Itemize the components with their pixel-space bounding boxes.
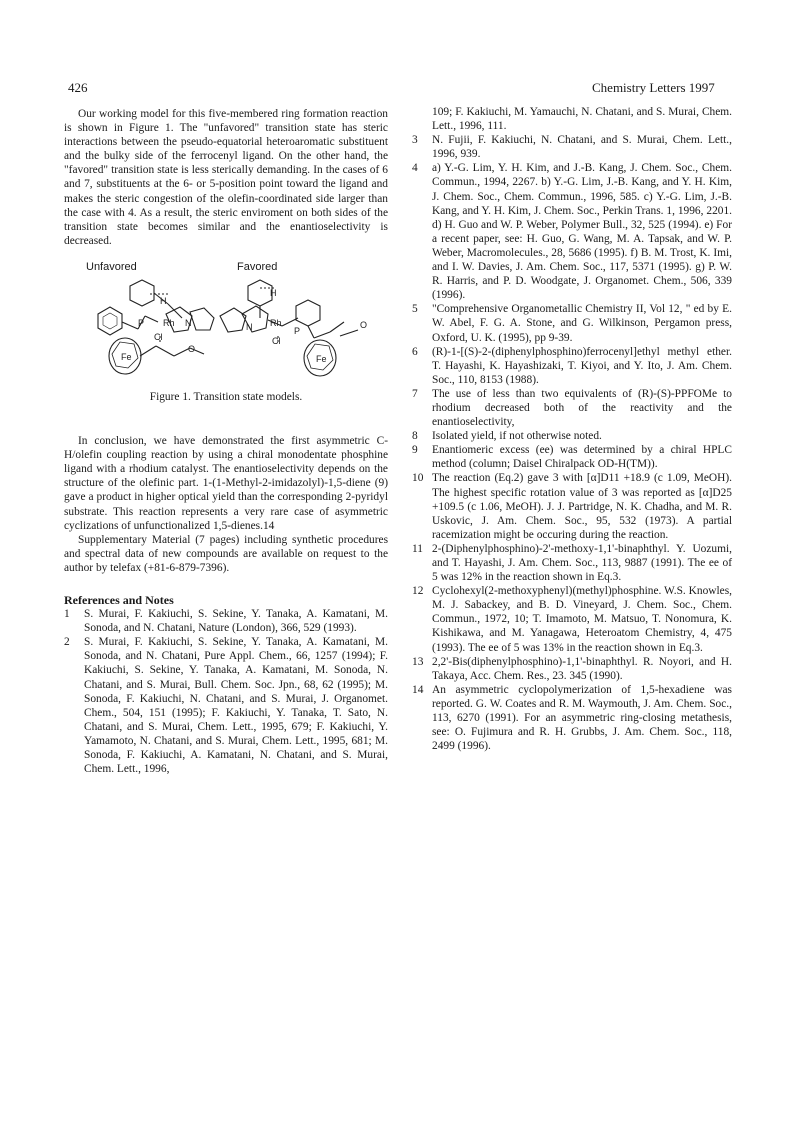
transition-state-drawing [70,274,380,384]
left-column [64,107,388,776]
reference-number: 8 [412,430,418,443]
reference-number: 9 [412,444,418,457]
figure-1 [64,260,388,388]
svg-text:Cl: Cl [154,331,163,342]
reference-text: S. Murai, F. Kakiuchi, S. Sekine, Y. Tanaka, A. Kamatani, M. Sonoda, and N. Chatani, Nature (London), 366, 529 (1993). [84,608,388,635]
reference-text: The reaction (Eq.2) gave 3 with [α]D11 +18.9 (c 1.09, MeOH). The highest specific rotation value of 3 was reported as [α]D25 +109.5 (c 1.06, MeOH). J. J. Partridge, N. K. Chadha, and M. R. Uskovic, J. Am. Chem. Soc., 95, 532 (1973). A partial racemization might be occuring during the reaction. [432,472,732,541]
references-heading: References and Notes [64,592,174,607]
svg-text:N: N [185,317,192,328]
reference-item [412,161,732,302]
reference-item [412,471,732,541]
svg-text:O: O [360,319,368,330]
reference-number: 13 [412,655,424,668]
reference-text: N. Fujii, F. Kakiuchi, N. Chatani, and S. Murai, Chem. Lett., 1996, 939. [432,134,732,161]
page-number: 426 [68,80,88,95]
reference-text: 2,2'-Bis(diphenylphosphino)-1,1'-binaphthyl. R. Noyori, and H. Takaya, Acc. Chem. Res., 23. 345 (1990). [432,655,732,682]
reference-number: 6 [412,345,418,358]
reference-number: 10 [412,472,424,485]
journal-title: Chemistry Letters 1997 [592,80,715,95]
reference-continuation: 109; F. Kakiuchi, M. Yamauchi, N. Chatani, and S. Murai, Chem. Lett., 1996, 111. [432,106,732,133]
reference-number: 12 [412,585,424,598]
reference-text: (R)-1-[(S)-2-(diphenylphosphino)ferrocenyl]ethyl methyl ether. T. Hayashi, K. Hayashizaki, T. Kiyoi, and Y. Ito, J. Am. Chem. Soc., 110, 8153 (1988). [432,345,732,386]
paragraph-working-model: Our working model for this five-membered ring formation reaction is shown in Figure 1. The "unfavored" transition state has steric interactions between the pseudo-equatorial heteroaromatic substituent and the bulky side of the ferrocenyl ligand. On the other hand, the "favored" transition state is less sterically demanding. In the cases of 6 and 7, substituents at the 6- or 5-position point toward the ligand and makes the steric congestion of the olefin-coordinated side larger than the case with 4. As a result, the steric enviroment on both sides of the transition state becomes similar and the enantioselectivity is decreased. [64,108,388,247]
paragraph-conclusion: In conclusion, we have demonstrated the first asymmetric C-H/olefin coupling reaction by using a chiral monodentate phosphine ligand with a rhodium catalyst. The enantioselectivity depends on the structure of the olefinic part. 1-(1-Methyl-2-imidazolyl)-1,5-diene (9) gave a product in higher optical yield than the corresponding 2-pyridyl substrate. This reaction represents a very rare case of asymmetric cyclizations of unfunctionalized 1,5-dienes.14 [64,435,388,532]
reference-number: 7 [412,387,418,400]
reference-item [64,607,388,635]
svg-text:H: H [160,295,167,306]
svg-text:Fe: Fe [316,353,327,364]
reference-number: 4 [412,162,418,175]
reference-number: 1 [64,608,70,621]
reference-item [412,655,732,683]
svg-text:H: H [270,287,277,298]
reference-text: An asymmetric cyclopolymerization of 1,5-hexadiene was reported. G. W. Coates and R. M. Waymouth, J. Am. Chem. Soc., 113, 6270 (1991). For an asymmetric ring-closing metathesis, see: O. Fujimura and R. H. Grubbs, J. Am. Chem. Soc., 118, 2499 (1996). [432,683,732,753]
reference-text: Enantiomeric excess (ee) was determined by a chiral HPLC method (column; Daisel Chiralpack OD-H(TM)). [432,444,732,471]
reference-text: The use of less than two equivalents of (R)-(S)-PPFOMe to rhodium decreased both of the reactivity and the enantioselectivity, [432,387,732,429]
reference-text: Cyclohexyl(2-methoxyphenyl)(methyl)phosphine. W.S. Knowles, M. J. Sabackey, and B. D. Vineyard, J. Chem. Soc., Chem. Commun., 1972, 10; T. Imamoto, M. Matsuo, T. Nonomura, K. Kishikawa, and M. Yanagawa, Heteroatom Chemistry, 4, 475 (1993). The ee of 5 was 13% in the reaction shown in Eq.3. [432,585,732,654]
reference-item [412,302,732,344]
reference-item [412,443,732,471]
reference-item [412,345,732,387]
reference-item [412,133,732,161]
reference-item [412,683,732,753]
label-favored: Favored [237,260,278,273]
right-column [412,105,732,753]
reference-number: 14 [412,683,424,696]
reference-text: 2-(Diphenylphosphino)-2'-methoxy-1,1'-binaphthyl. Y. Uozumi, and T. Hayashi, J. Am. Chem. Soc., 113, 9887 (1991). The ee of 5 was 12% in the reaction shown in Eq.3. [432,542,732,584]
reference-item [412,584,732,654]
svg-text:Cl: Cl [272,335,281,346]
paragraph-supplementary: Supplementary Material (7 pages) including synthetic procedures and spectral data of new compounds are available on request to the author by telefax (+81-6-879-7396). [64,533,388,574]
reference-text: "Comprehensive Organometallic Chemistry II, Vol 12, " ed by E. W. Abel, F. G. A. Stone, and G. Wilkinson, Pergamon press, Oxford, U. K. (1995), pp 9-39. [432,303,732,344]
reference-text: Isolated yield, if not otherwise noted. [432,430,602,443]
reference-text: S. Murai, F. Kakiuchi, S. Sekine, Y. Tanaka, A. Kamatani, M. Sonoda, and N. Chatani, Pure Appl. Chem., 66, 1257 (1994); F. Kakiuchi, S. Sekine, Y. Tanaka, A. Kamatani, M. Sonoda, N. Chatani, and S. Murai, Bull. Chem. Soc. Jpn., 68, 62 (1995); M. Sonoda, F. Kakiuchi, N. Chatani, and S. Murai, J. Organomet. Chem., 504, 151 (1995); F. Kakiuchi, Y. Tanaka, T. Sato, N. Chatani, and S. Murai, Chem. Lett., 1995, 679; F. Kakiuchi, Y. Yamamoto, N. Chatani, and S. Murai, Chem. Lett., 1995, 681; M. Sonoda, F. Kakiuchi, A. Kamatani, N. Chatani, and S. Murai, Chem. Lett., 1996, [84,636,388,776]
reference-item [412,387,732,429]
reference-item [412,429,732,443]
reference-number: 3 [412,134,418,147]
reference-number: 2 [64,636,70,649]
reference-item [64,635,388,776]
svg-text:Rh: Rh [163,317,175,328]
svg-text:P: P [138,317,145,328]
reference-number: 5 [412,303,418,316]
svg-text:Rh: Rh [270,317,282,328]
figure-caption: Figure 1. Transition state models. [149,390,303,403]
svg-text:P: P [294,325,301,336]
reference-text: a) Y.-G. Lim, Y. H. Kim, and J.-B. Kang, J. Chem. Soc., Chem. Commun., 1994, 2267. b) Y.-G. Lim, J.-B. Kang, and Y. H. Kim, J. Chem. Soc., Chem. Commun., 1996, 585. c) Y.-G. Lim, J.-B. Kang, and Y. H. Kim, J. Chem. Soc., Perkin Trans. 1, 1996, 2201. d) H. Guo and W. P. Weber, Polymer Bull., 32, 525 (1994). e) For a recent paper, see: H. Guo, G. Wang, M. A. Tapsak, and W. P. Weber, Macromolecules., 28, 5686 (1995). f) B. M. Trost, K. Imi, and I. W. Davies, J. Am. Chem. Soc., 117, 5371 (1995). g) P. W. R. Harris, and P. D. Woodgate, J. Organomet. Chem., 506, 339 (1996). [432,162,732,302]
svg-text:O: O [188,343,196,354]
svg-text:N: N [246,321,253,332]
reference-number: 11 [412,542,423,555]
reference-item [412,542,732,584]
label-unfavored: Unfavored [86,260,137,273]
svg-text:Fe: Fe [121,351,132,362]
